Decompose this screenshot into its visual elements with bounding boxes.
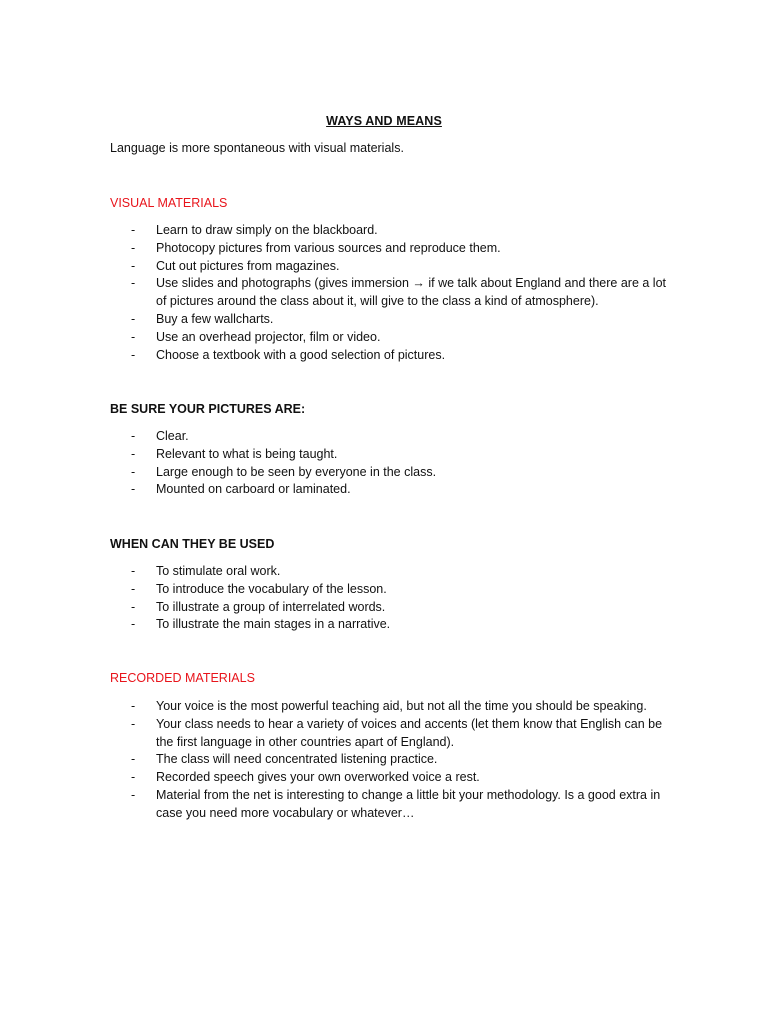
list-item: - To stimulate oral work. [110, 563, 670, 581]
list-item: - To illustrate a group of interrelated words. [110, 599, 670, 617]
bullet-dash: - [131, 223, 136, 237]
bullet-dash: - [131, 240, 136, 255]
bullet-dash: - [131, 258, 136, 273]
list-item: - Your class needs to hear a variety of voices and accents (let them know that English can be the first language in other countries apart of England). [131, 716, 663, 749]
list-item: - Cut out pictures from magazines. [110, 258, 670, 276]
bullet-dash: - [131, 446, 136, 461]
list-item: - Relevant to what is being taught. [110, 446, 670, 464]
section-heading-recorded-materials: RECORDED MATERIALS [110, 671, 255, 685]
list-item: - Use an overhead projector, film or video. [110, 329, 670, 347]
bullet-dash: - [131, 564, 136, 578]
list-item: - Choose a textbook with a good selection of pictures. [110, 347, 670, 365]
list-item: - Use slides and photographs (gives immersion → if we talk about England and there are a lot of pictures around the class about it, will give to the class a kind of atmosphere). [131, 276, 667, 309]
bullet-dash: - [131, 429, 136, 443]
list-item: - To illustrate the main stages in a narrative. [110, 616, 670, 634]
section-heading-when-used: WHEN CAN THEY BE USED [110, 537, 275, 551]
bullet-dash: - [131, 276, 136, 291]
section-heading-pictures: BE SURE YOUR PICTURES ARE: [110, 402, 306, 416]
document-title: WAYS AND MEANS [326, 114, 442, 128]
bullet-dash: - [131, 752, 136, 767]
bullet-dash: - [131, 617, 136, 632]
bullet-dash: - [131, 716, 136, 731]
bullet-dash: - [131, 329, 136, 344]
list-item: - Your voice is the most powerful teaching aid, but not all the time you should be speaking. [110, 698, 670, 716]
intro-paragraph: Language is more spontaneous with visual materials. [110, 141, 404, 155]
bullet-dash: - [131, 482, 136, 497]
list-item: - Learn to draw simply on the blackboard. [110, 222, 670, 240]
bullet-dash: - [131, 599, 136, 614]
list-item: - Buy a few wallcharts. [110, 311, 670, 329]
visual-materials-list [110, 222, 670, 364]
pictures-list [110, 428, 670, 499]
bullet-dash: - [131, 699, 136, 713]
list-item: - The class will need concentrated listening practice. [110, 751, 670, 769]
section-heading-visual-materials: VISUAL MATERIALS [110, 196, 228, 210]
list-item: - Photocopy pictures from various sources and reproduce them. [110, 240, 670, 258]
list-item: - Material from the net is interesting to change a little bit your methodology. Is a good extra in case you need more vocabulary or whatever… [131, 787, 661, 820]
list-item: - Large enough to be seen by everyone in the class. [110, 464, 670, 482]
bullet-dash: - [131, 464, 136, 479]
bullet-dash: - [131, 787, 136, 802]
recorded-materials-list [110, 698, 670, 823]
bullet-dash: - [131, 347, 136, 362]
list-item: - To introduce the vocabulary of the lesson. [110, 581, 670, 599]
bullet-dash: - [131, 581, 136, 596]
bullet-dash: - [131, 770, 136, 785]
bullet-dash: - [131, 311, 136, 326]
when-used-list [110, 563, 670, 634]
list-item: - Clear. [110, 428, 670, 446]
list-item: - Recorded speech gives your own overworked voice a rest. [110, 769, 670, 787]
list-item: - Mounted on carboard or laminated. [110, 481, 670, 499]
